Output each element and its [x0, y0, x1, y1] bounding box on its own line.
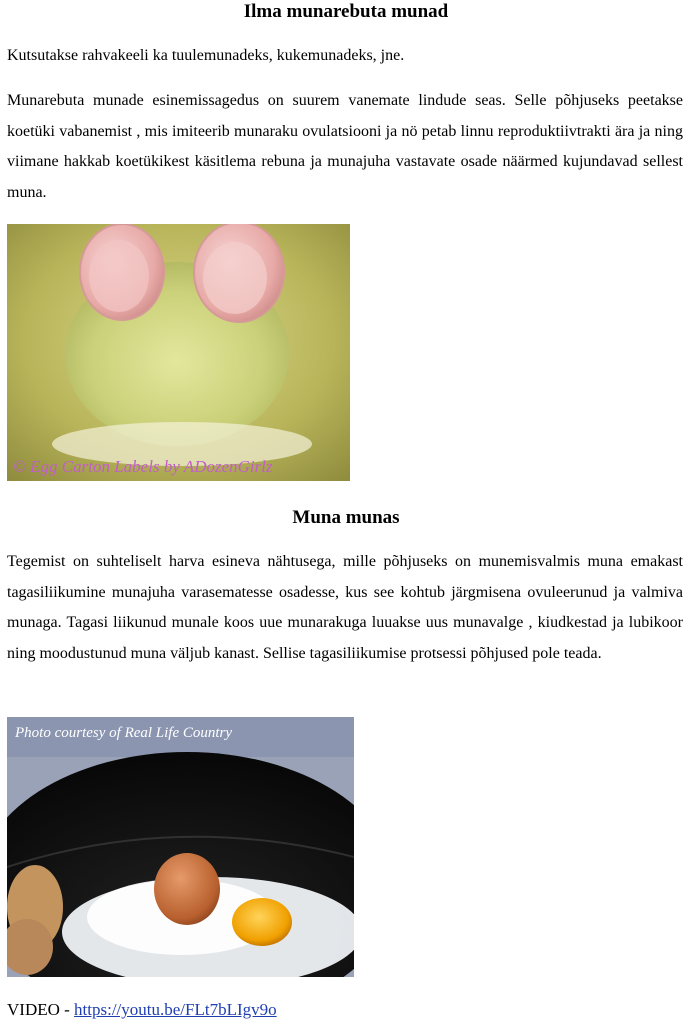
no-yolk-paragraph: Munarebuta munade esinemissagedus on suurem vanemate lindude seas. Selle põhjuseks peetakse koetüki vabanemist , mis imiteerib munaraku ovulatsiooni ja nö petab linnu reproduktiivtrakti ära ja ning viimane hakkab koetükikest käsitlema rebuna ja munajuha vastavate osade näärmed kujundavad sellest muna. [7, 92, 683, 201]
egg-in-egg-paragraph: Tegemist on suhteliselt harva esineva nähtusega, mille põhjuseks on munemisvalmis muna emakast tagasiliikumine munajuha varasematesse osadesse, kus see kohtub järgmisena ovuleerunud ja valmiva munaga. Tagasi liikunud munale koos uue munarakuga luuakse uus munavalge , kiudkestad ja lubikoor ning moodustunud muna väljub kanast. Sellise tagasiliikumise protsessi põhjused pole teada. [7, 553, 683, 662]
video-link-line [7, 1000, 277, 1020]
section-title-egg-in-egg: Muna munas [292, 507, 400, 528]
yolkless-egg-photo [7, 224, 350, 481]
video-link[interactable]: https://youtu.be/FLt7bLIgv9o [74, 1000, 277, 1019]
photo-watermark: © Egg Carton Labels by ADozenGirlz [13, 457, 273, 476]
photo-caption: Photo courtesy of Real Life Country [15, 725, 233, 741]
section-title-no-yolk: Ilma munarebuta munad [243, 1, 449, 22]
video-label: VIDEO - [7, 1000, 75, 1019]
intro-paragraph: Kutsutakse rahvakeeli ka tuulemunadeks, kukemunadeks, jne. [7, 47, 405, 64]
egg-in-egg-photo [7, 717, 354, 977]
